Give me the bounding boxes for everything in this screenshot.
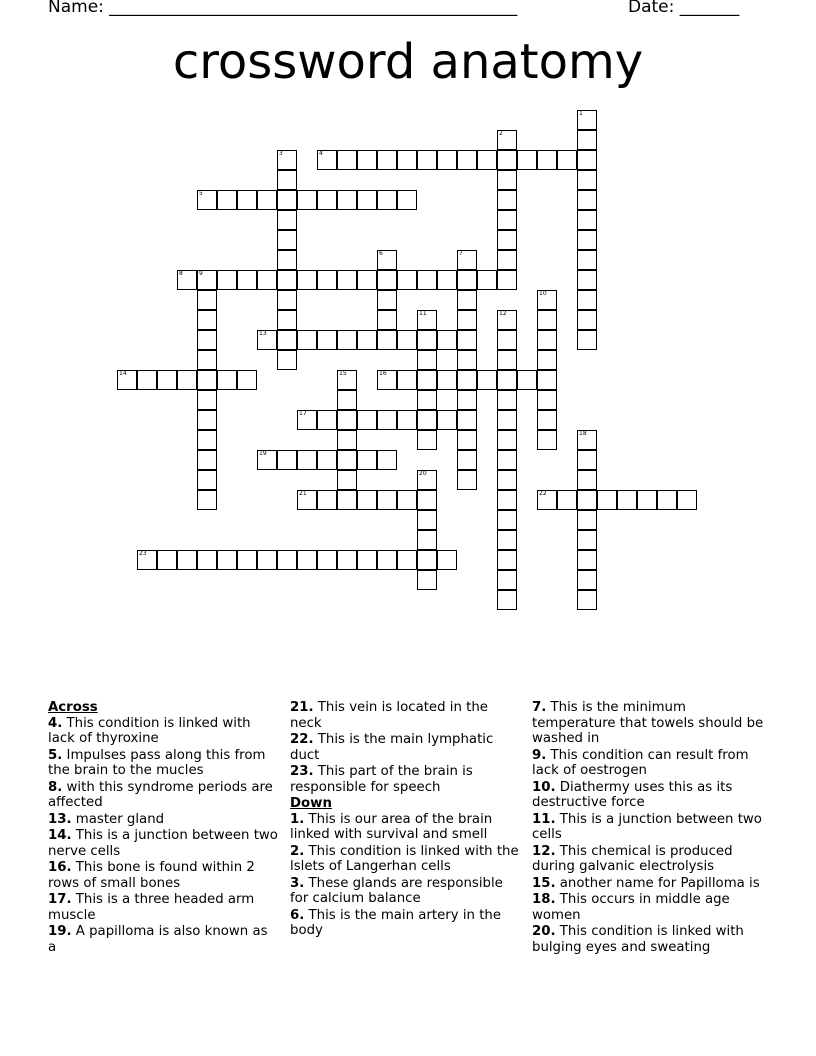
grid-cell[interactable]	[577, 270, 597, 290]
grid-cell[interactable]	[357, 190, 377, 210]
grid-cell[interactable]	[497, 350, 517, 370]
name-field[interactable]: Name: ________________________________________________	[48, 0, 518, 17]
grid-cell[interactable]	[577, 510, 597, 530]
clue-number: 9	[199, 270, 203, 277]
grid-cell[interactable]	[177, 270, 197, 290]
grid-cell[interactable]	[537, 430, 557, 450]
clue-number: 22	[539, 490, 547, 497]
grid-cell[interactable]	[497, 310, 517, 330]
grid-cell[interactable]	[597, 490, 617, 510]
grid-cell[interactable]	[637, 490, 657, 510]
grid-cell[interactable]	[217, 190, 237, 210]
grid-cell[interactable]	[197, 310, 217, 330]
clue-number: 9.	[532, 747, 547, 763]
clue-number: 12	[499, 310, 507, 317]
grid-cell[interactable]	[497, 590, 517, 610]
grid-cell[interactable]	[277, 250, 297, 270]
grid-cell[interactable]	[577, 430, 597, 450]
clue-item: 1. This is our area of the brain linked with survival and smell	[290, 811, 493, 842]
grid-cell[interactable]	[357, 550, 377, 570]
grid-cell[interactable]	[477, 150, 497, 170]
clue-number: 16.	[48, 860, 72, 875]
clue-number: 7.	[532, 700, 547, 715]
grid-cell[interactable]	[397, 550, 417, 570]
grid-cell[interactable]	[417, 350, 437, 370]
clue-number: 6	[379, 250, 383, 257]
grid-cell[interactable]	[277, 290, 297, 310]
grid-cell[interactable]	[197, 430, 217, 450]
grid-cell[interactable]	[317, 550, 337, 570]
clue-number: 18.	[532, 892, 556, 907]
page-title: crossword anatomy	[172, 34, 644, 90]
clue-number: 22.	[290, 732, 314, 747]
grid-cell[interactable]	[417, 390, 437, 410]
grid-cell[interactable]	[457, 430, 477, 450]
clue-number: 6.	[290, 907, 305, 923]
clue-item: 17. This is a three headed arm muscle	[48, 892, 255, 923]
grid-cell[interactable]	[397, 490, 417, 510]
clue-item: 4. This condition is linked with lack of thyroxine	[48, 715, 251, 746]
clue-number: 1	[579, 110, 583, 117]
grid-cell[interactable]	[537, 370, 557, 390]
clue-number: 19.	[48, 924, 72, 939]
clue-item: 14. This is a junction between two nerve cells	[48, 828, 278, 859]
clue-number: 10	[539, 290, 547, 297]
grid-cell[interactable]	[497, 250, 517, 270]
grid-cell[interactable]	[497, 570, 517, 590]
grid-cell[interactable]	[197, 450, 217, 470]
grid-cell[interactable]	[197, 330, 217, 350]
grid-cell[interactable]	[497, 130, 517, 150]
grid-cell[interactable]	[497, 410, 517, 430]
clue-item: 23. This part of the brain is responsible for speech	[290, 764, 473, 795]
grid-cell[interactable]	[497, 330, 517, 350]
grid-cell[interactable]	[417, 470, 437, 490]
grid-cell[interactable]	[197, 350, 217, 370]
grid-cell[interactable]	[337, 490, 357, 510]
grid-cell[interactable]	[357, 270, 377, 290]
across-heading: Across	[48, 700, 98, 715]
grid-cell[interactable]	[277, 150, 297, 170]
grid-cell[interactable]	[377, 250, 397, 270]
grid-cell[interactable]	[217, 270, 237, 290]
grid-cell[interactable]	[397, 410, 417, 430]
grid-cell[interactable]	[177, 370, 197, 390]
grid-cell[interactable]	[277, 170, 297, 190]
grid-cell[interactable]	[397, 190, 417, 210]
grid-cell[interactable]	[577, 190, 597, 210]
grid-cell[interactable]	[557, 490, 577, 510]
clue-number: 5.	[48, 747, 63, 763]
grid-cell[interactable]	[457, 310, 477, 330]
clue-number: 13.	[48, 811, 72, 827]
clue-number: 2	[499, 130, 503, 137]
grid-cell[interactable]	[157, 370, 177, 390]
clue-item: 6. This is the main artery in the body	[290, 907, 502, 938]
clue-item: 8. with this syndrome periods are affected	[48, 779, 273, 810]
clue-number: 3	[279, 150, 283, 157]
clue-number: 10.	[532, 779, 556, 795]
grid-cell[interactable]	[397, 270, 417, 290]
grid-cell[interactable]	[137, 370, 157, 390]
grid-cell[interactable]	[317, 410, 337, 430]
across-clue-list	[48, 716, 278, 956]
grid-cell[interactable]	[537, 410, 557, 430]
grid-cell[interactable]	[257, 550, 277, 570]
grid-cell[interactable]	[417, 490, 437, 510]
clue-number: 8.	[48, 779, 63, 795]
across-clue-list-continued	[290, 700, 520, 795]
clue-item: 11. This is a junction between two cells	[532, 811, 762, 842]
clue-number: 1.	[290, 811, 305, 827]
clue-number: 15.	[532, 875, 556, 891]
grid-cell[interactable]	[577, 310, 597, 330]
grid-cell[interactable]	[317, 190, 337, 210]
grid-cell[interactable]	[417, 330, 437, 350]
clue-number: 5	[199, 190, 203, 197]
grid-cell[interactable]	[577, 570, 597, 590]
grid-cell[interactable]	[537, 330, 557, 350]
grid-cell[interactable]	[577, 210, 597, 230]
grid-cell[interactable]	[417, 270, 437, 290]
grid-cell[interactable]	[497, 210, 517, 230]
grid-cell[interactable]	[197, 410, 217, 430]
grid-cell[interactable]	[457, 410, 477, 430]
grid-cell[interactable]	[337, 270, 357, 290]
grid-cell[interactable]	[437, 550, 457, 570]
grid-cell[interactable]	[417, 550, 437, 570]
grid-cell[interactable]	[337, 430, 357, 450]
grid-cell[interactable]	[437, 270, 457, 290]
grid-cell[interactable]	[297, 550, 317, 570]
grid-cell[interactable]	[277, 450, 297, 470]
grid-cell[interactable]	[497, 430, 517, 450]
clue-number: 19	[259, 450, 267, 457]
grid-cell[interactable]	[297, 450, 317, 470]
grid-cell[interactable]	[437, 370, 457, 390]
grid-cell[interactable]	[257, 330, 277, 350]
down-clue-list	[290, 812, 520, 939]
grid-cell[interactable]	[277, 330, 297, 350]
grid-cell[interactable]	[377, 290, 397, 310]
grid-cell[interactable]	[377, 270, 397, 290]
grid-cell[interactable]	[197, 370, 217, 390]
clue-item: 13. master gland	[48, 811, 165, 827]
grid-cell[interactable]	[297, 270, 317, 290]
grid-cell[interactable]	[377, 450, 397, 470]
grid-cell[interactable]	[277, 350, 297, 370]
clues-column-2	[290, 700, 520, 940]
grid-cell[interactable]	[237, 370, 257, 390]
clue-item: 12. This chemical is produced during galvanic electrolysis	[532, 843, 733, 874]
grid-cell[interactable]	[577, 470, 597, 490]
grid-cell[interactable]	[257, 270, 277, 290]
clue-number: 20.	[532, 924, 556, 939]
grid-cell[interactable]	[217, 550, 237, 570]
grid-cell[interactable]	[317, 270, 337, 290]
grid-cell[interactable]	[457, 150, 477, 170]
grid-cell[interactable]	[497, 190, 517, 210]
grid-cell[interactable]	[457, 470, 477, 490]
date-field[interactable]: Date: _______	[628, 0, 740, 17]
grid-cell[interactable]	[357, 450, 377, 470]
grid-cell[interactable]	[457, 290, 477, 310]
grid-cell[interactable]	[297, 410, 317, 430]
grid-cell[interactable]	[437, 150, 457, 170]
grid-cell[interactable]	[537, 150, 557, 170]
clue-number: 12.	[532, 843, 556, 859]
clues-column-3	[532, 700, 772, 956]
grid-cell[interactable]	[417, 310, 437, 330]
clue-number: 21.	[290, 700, 314, 715]
grid-cell[interactable]	[577, 130, 597, 150]
grid-cell[interactable]	[517, 150, 537, 170]
grid-cell[interactable]	[237, 270, 257, 290]
grid-cell[interactable]	[417, 530, 437, 550]
clue-number: 23	[139, 550, 147, 557]
clue-item: 21. This vein is located in the neck	[290, 700, 488, 731]
grid-cell[interactable]	[537, 290, 557, 310]
grid-cell[interactable]	[457, 250, 477, 270]
grid-cell[interactable]	[457, 330, 477, 350]
grid-cell[interactable]	[337, 150, 357, 170]
grid-cell[interactable]	[337, 330, 357, 350]
grid-cell[interactable]	[457, 450, 477, 470]
clue-item: 15. another name for Papilloma is	[532, 875, 760, 891]
clue-number: 4	[319, 150, 323, 157]
grid-cell[interactable]	[557, 150, 577, 170]
grid-cell[interactable]	[577, 450, 597, 470]
clue-item: 19. A papilloma is also known as a	[48, 924, 268, 955]
grid-cell[interactable]	[497, 470, 517, 490]
grid-cell[interactable]	[537, 390, 557, 410]
grid-cell[interactable]	[337, 390, 357, 410]
grid-cell[interactable]	[377, 150, 397, 170]
grid-cell[interactable]	[397, 150, 417, 170]
grid-cell[interactable]	[457, 390, 477, 410]
grid-cell[interactable]	[577, 290, 597, 310]
grid-cell[interactable]	[377, 310, 397, 330]
clue-number: 23.	[290, 764, 314, 779]
grid-cell[interactable]	[197, 290, 217, 310]
down-heading: Down	[290, 796, 332, 811]
grid-cell[interactable]	[357, 410, 377, 430]
grid-cell[interactable]	[497, 230, 517, 250]
grid-cell[interactable]	[177, 550, 197, 570]
grid-cell[interactable]	[577, 230, 597, 250]
grid-cell[interactable]	[117, 370, 137, 390]
clues-column-1	[48, 700, 278, 956]
grid-cell[interactable]	[317, 330, 337, 350]
clue-item: 7. This is the minimum temperature that towels should be washed in	[532, 700, 764, 746]
grid-cell[interactable]	[537, 490, 557, 510]
grid-cell[interactable]	[577, 550, 597, 570]
grid-cell[interactable]	[377, 550, 397, 570]
grid-cell[interactable]	[337, 470, 357, 490]
grid-cell[interactable]	[577, 170, 597, 190]
grid-cell[interactable]	[497, 150, 517, 170]
grid-cell[interactable]	[457, 350, 477, 370]
clue-number: 11	[419, 310, 427, 317]
grid-cell[interactable]	[577, 530, 597, 550]
grid-cell[interactable]	[317, 490, 337, 510]
grid-cell[interactable]	[577, 110, 597, 130]
clue-item: 10. Diathermy uses this as its destructive force	[532, 779, 733, 810]
grid-cell[interactable]	[457, 370, 477, 390]
grid-cell[interactable]	[417, 570, 437, 590]
grid-cell[interactable]	[357, 330, 377, 350]
grid-cell[interactable]	[577, 250, 597, 270]
grid-cell[interactable]	[677, 490, 697, 510]
grid-cell[interactable]	[357, 150, 377, 170]
clue-item: 3. These glands are responsible for calcium balance	[290, 875, 503, 906]
grid-cell[interactable]	[497, 450, 517, 470]
grid-cell[interactable]	[337, 410, 357, 430]
grid-cell[interactable]	[577, 590, 597, 610]
grid-cell[interactable]	[277, 230, 297, 250]
grid-cell[interactable]	[197, 550, 217, 570]
grid-cell[interactable]	[377, 410, 397, 430]
grid-cell[interactable]	[577, 330, 597, 350]
grid-cell[interactable]	[497, 490, 517, 510]
clue-number: 20	[419, 470, 427, 477]
grid-cell[interactable]	[197, 190, 217, 210]
grid-cell[interactable]	[437, 410, 457, 430]
grid-cell[interactable]	[497, 510, 517, 530]
grid-cell[interactable]	[237, 190, 257, 210]
grid-cell[interactable]	[317, 150, 337, 170]
clue-number: 17	[299, 410, 307, 417]
clue-number: 15	[339, 370, 347, 377]
grid-cell[interactable]	[497, 550, 517, 570]
grid-cell[interactable]	[417, 430, 437, 450]
grid-cell[interactable]	[257, 450, 277, 470]
grid-cell[interactable]	[157, 550, 177, 570]
grid-cell[interactable]	[577, 150, 597, 170]
clue-item: 18. This occurs in middle age women	[532, 892, 730, 923]
clue-item: 20. This condition is linked with bulging eyes and sweating	[532, 924, 744, 955]
grid-cell[interactable]	[337, 450, 357, 470]
grid-cell[interactable]	[337, 190, 357, 210]
grid-cell[interactable]	[377, 370, 397, 390]
grid-cell[interactable]	[217, 370, 237, 390]
clue-number: 18	[579, 430, 587, 437]
clue-number: 8	[179, 270, 183, 277]
grid-cell[interactable]	[457, 270, 477, 290]
grid-cell[interactable]	[437, 330, 457, 350]
grid-cell[interactable]	[317, 450, 337, 470]
grid-cell[interactable]	[337, 550, 357, 570]
grid-cell[interactable]	[417, 150, 437, 170]
grid-cell[interactable]	[277, 310, 297, 330]
grid-cell[interactable]	[297, 330, 317, 350]
grid-cell[interactable]	[477, 270, 497, 290]
grid-cell[interactable]	[477, 370, 497, 390]
clue-item: 2. This condition is linked with the lslets of Langerhan cells	[290, 843, 519, 874]
grid-cell[interactable]	[197, 490, 217, 510]
grid-cell[interactable]	[197, 470, 217, 490]
grid-cell[interactable]	[497, 390, 517, 410]
clue-item: 22. This is the main lymphatic duct	[290, 732, 494, 763]
grid-cell[interactable]	[197, 390, 217, 410]
grid-cell[interactable]	[657, 490, 677, 510]
grid-cell[interactable]	[417, 410, 437, 430]
grid-cell[interactable]	[237, 550, 257, 570]
down-clue-list-continued	[532, 700, 772, 955]
grid-cell[interactable]	[497, 530, 517, 550]
clue-number: 3.	[290, 875, 305, 891]
grid-cell[interactable]	[397, 370, 417, 390]
grid-cell[interactable]	[537, 350, 557, 370]
grid-cell[interactable]	[577, 490, 597, 510]
grid-cell[interactable]	[397, 330, 417, 350]
grid-cell[interactable]	[537, 310, 557, 330]
grid-cell[interactable]	[277, 270, 297, 290]
grid-cell[interactable]	[377, 490, 397, 510]
clue-number: 11.	[532, 811, 556, 827]
grid-cell[interactable]	[257, 190, 277, 210]
clue-number: 16	[379, 370, 387, 377]
grid-cell[interactable]	[277, 550, 297, 570]
clue-number: 14	[119, 370, 127, 377]
clue-item: 16. This bone is found within 2 rows of small bones	[48, 860, 255, 891]
clue-number: 4.	[48, 715, 63, 731]
grid-cell[interactable]	[277, 210, 297, 230]
grid-cell[interactable]	[377, 190, 397, 210]
clue-number: 2.	[290, 843, 305, 859]
clue-number: 7	[459, 250, 463, 257]
grid-cell[interactable]	[137, 550, 157, 570]
grid-cell[interactable]	[297, 490, 317, 510]
clue-number: 13	[259, 330, 267, 337]
grid-cell[interactable]	[617, 490, 637, 510]
grid-cell[interactable]	[277, 190, 297, 210]
clue-item: 5. Impulses pass along this from the brain to the mucles	[48, 747, 266, 778]
clue-number: 17.	[48, 892, 72, 907]
grid-cell[interactable]	[417, 370, 437, 390]
grid-cell[interactable]	[357, 490, 377, 510]
grid-cell[interactable]	[377, 330, 397, 350]
grid-cell[interactable]	[517, 370, 537, 390]
grid-cell[interactable]	[337, 370, 357, 390]
clue-number: 21	[299, 490, 307, 497]
grid-cell[interactable]	[497, 270, 517, 290]
grid-cell[interactable]	[497, 370, 517, 390]
grid-cell[interactable]	[417, 510, 437, 530]
clue-item: 9. This condition can result from lack of oestrogen	[532, 747, 749, 778]
grid-cell[interactable]	[497, 170, 517, 190]
clue-number: 14.	[48, 828, 72, 843]
grid-cell[interactable]	[197, 270, 217, 290]
grid-cell[interactable]	[297, 190, 317, 210]
